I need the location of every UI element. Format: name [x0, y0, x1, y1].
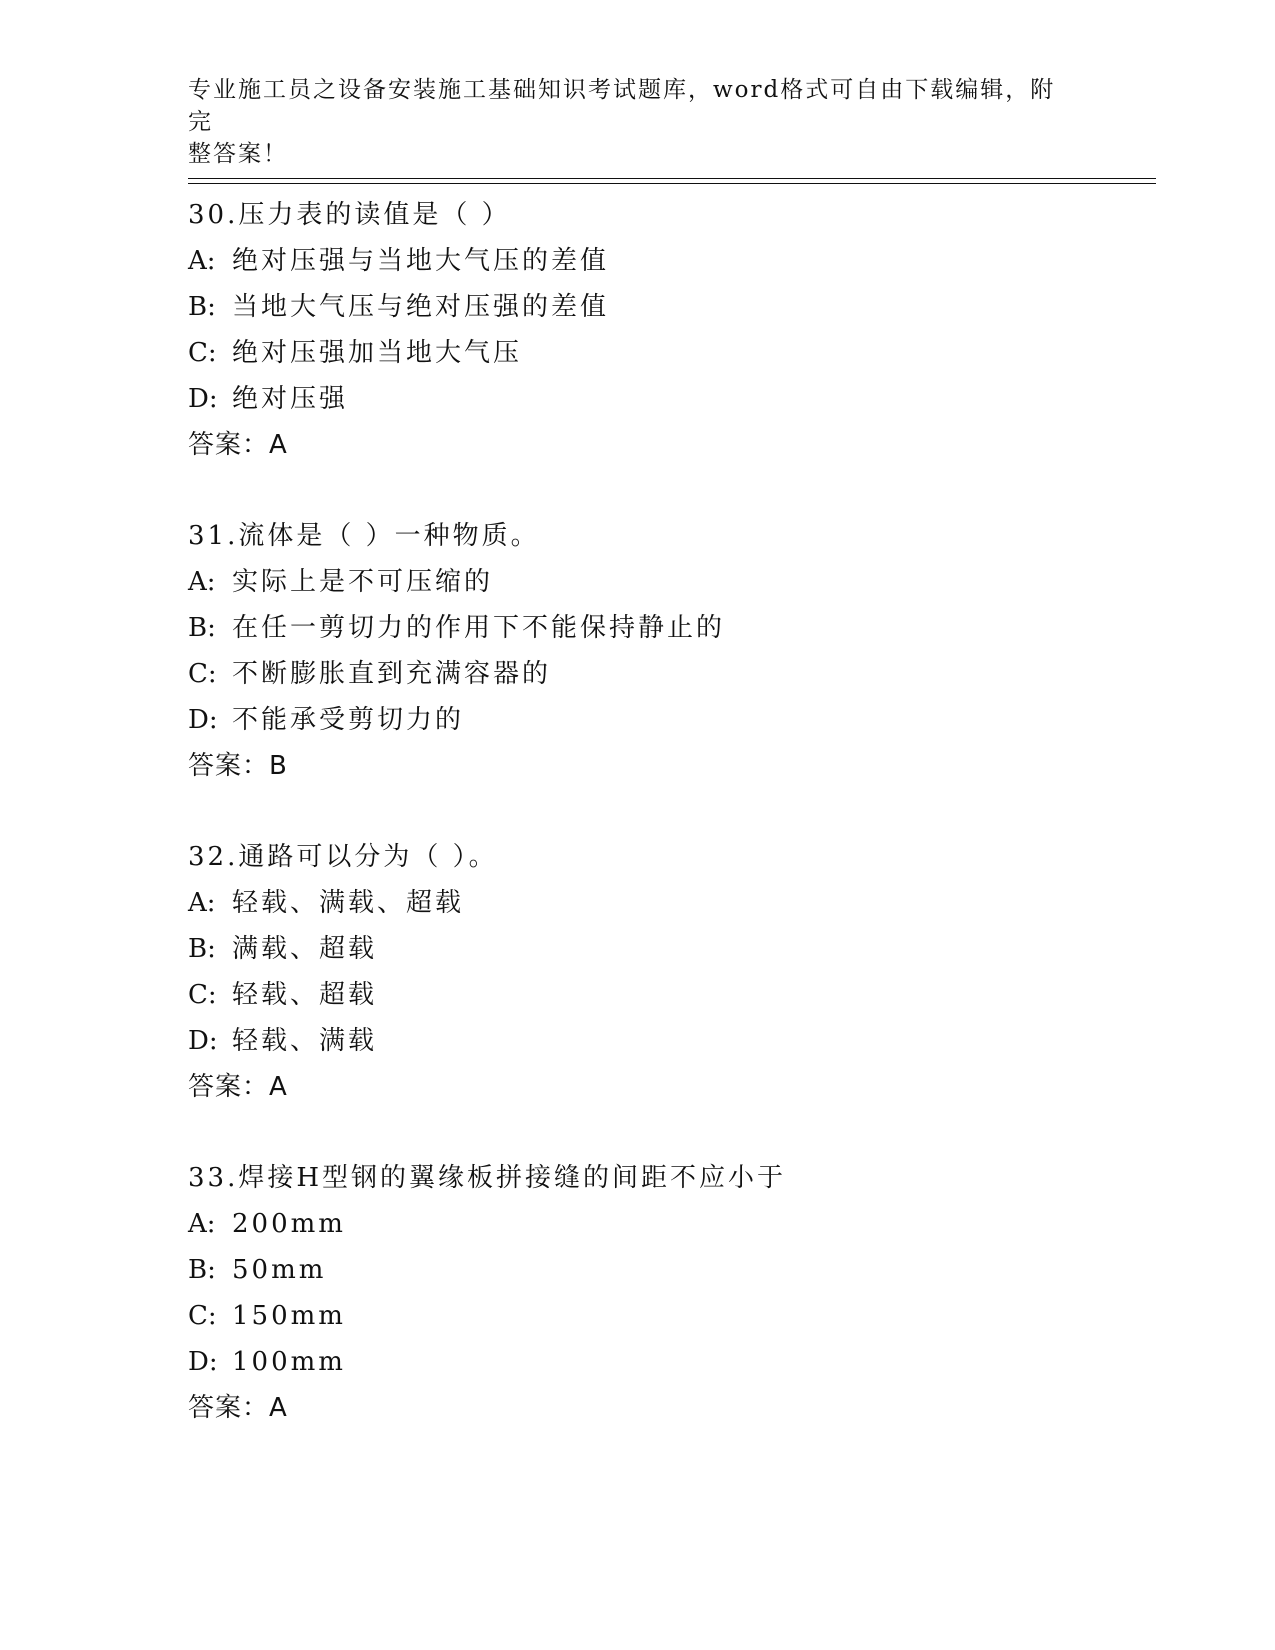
option-d	[188, 1018, 1148, 1064]
question-stem	[188, 834, 1148, 880]
question-number: 31.	[188, 521, 239, 551]
option-b	[188, 1247, 1148, 1293]
option-a	[188, 238, 1148, 284]
option-label: C:	[188, 980, 217, 1010]
question-stem	[188, 192, 1148, 238]
option-c	[188, 330, 1148, 376]
header-divider-bottom	[188, 183, 1156, 184]
header-line-2: 整答案！	[188, 141, 288, 167]
option-label: B:	[188, 1255, 216, 1285]
option-a	[188, 1201, 1148, 1247]
option-text: 满载、超载	[232, 934, 378, 964]
question-stem	[188, 513, 1148, 559]
option-d	[188, 376, 1148, 422]
question-text: 通路可以分为（ ）。	[238, 842, 498, 872]
option-text: 不断膨胀直到充满容器的	[232, 659, 552, 689]
option-text: 100mm	[232, 1347, 346, 1377]
option-label: D:	[188, 384, 218, 414]
option-a	[188, 559, 1148, 605]
question-stem	[188, 1155, 1148, 1201]
option-label: A:	[188, 246, 216, 276]
option-text: 轻载、超载	[232, 980, 378, 1010]
option-text: 在任一剪切力的作用下不能保持静止的	[232, 613, 726, 643]
option-c	[188, 1293, 1148, 1339]
option-c	[188, 972, 1148, 1018]
option-text: 150mm	[232, 1301, 346, 1331]
option-label: A:	[188, 1209, 216, 1239]
option-label: A:	[188, 567, 216, 597]
option-label: D:	[188, 705, 218, 735]
option-text: 绝对压强加当地大气压	[232, 338, 523, 368]
question-text: 流体是（ ）一种物质。	[238, 521, 540, 551]
question-32	[188, 834, 1148, 1110]
option-text: 绝对压强与当地大气压的差值	[232, 246, 610, 276]
question-text: 焊接H型钢的翼缘板拼接缝的间距不应小于	[238, 1163, 787, 1193]
question-number: 30.	[188, 200, 239, 230]
option-label: B:	[188, 934, 216, 964]
document-header	[188, 74, 1068, 170]
option-text: 200mm	[232, 1209, 346, 1239]
option-text: 轻载、满载、超载	[232, 888, 465, 918]
option-text: 50mm	[232, 1255, 327, 1285]
option-b	[188, 605, 1148, 651]
answer-line: 答案：A	[188, 430, 288, 460]
header-divider-top	[188, 178, 1156, 179]
question-number: 32.	[188, 842, 239, 872]
header-line-1: 专业施工员之设备安装施工基础知识考试题库，word格式可自由下载编辑，附完	[188, 77, 1056, 135]
answer-line: 答案：A	[188, 1393, 288, 1423]
option-c	[188, 651, 1148, 697]
question-text: 压力表的读值是（ ）	[238, 200, 511, 230]
question-33	[188, 1155, 1148, 1431]
question-number: 33.	[188, 1163, 239, 1193]
option-a	[188, 880, 1148, 926]
option-text: 轻载、满载	[232, 1026, 378, 1056]
option-text: 不能承受剪切力的	[232, 705, 465, 735]
option-b	[188, 284, 1148, 330]
option-text: 实际上是不可压缩的	[232, 567, 494, 597]
option-label: C:	[188, 1301, 217, 1331]
option-text: 绝对压强	[232, 384, 349, 414]
option-label: D:	[188, 1026, 218, 1056]
option-b	[188, 926, 1148, 972]
question-31	[188, 513, 1148, 789]
option-label: B:	[188, 292, 216, 322]
question-list	[188, 192, 1148, 1476]
option-label: D:	[188, 1347, 218, 1377]
answer-line: 答案：B	[188, 751, 288, 781]
option-d	[188, 697, 1148, 743]
option-label: C:	[188, 338, 217, 368]
option-label: B:	[188, 613, 216, 643]
option-d	[188, 1339, 1148, 1385]
option-text: 当地大气压与绝对压强的差值	[232, 292, 610, 322]
option-label: C:	[188, 659, 217, 689]
option-label: A:	[188, 888, 216, 918]
answer-line: 答案：A	[188, 1072, 288, 1102]
question-30	[188, 192, 1148, 468]
